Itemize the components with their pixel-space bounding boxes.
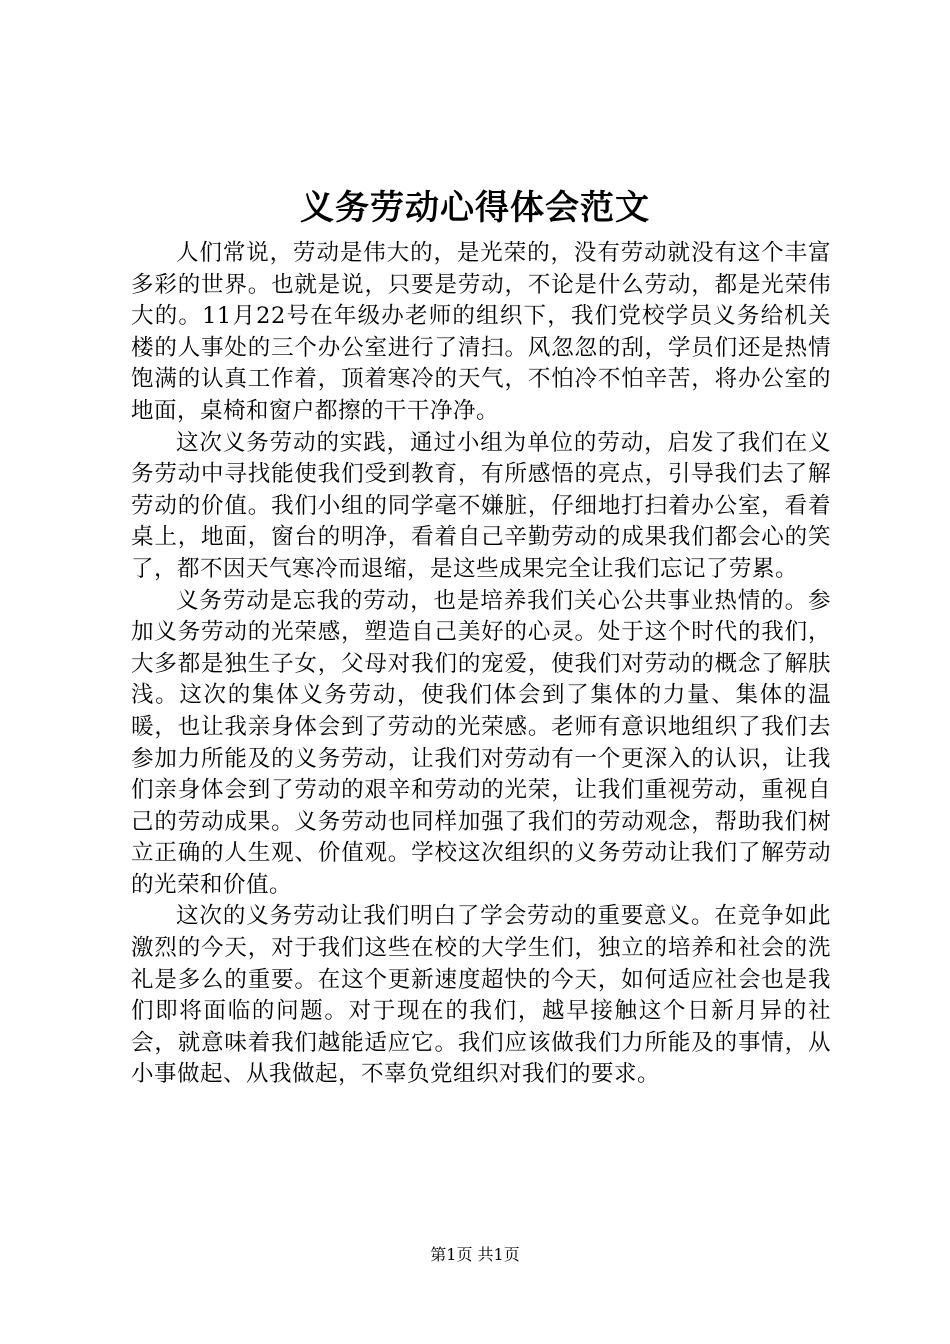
- page-footer: 第1页 共1页: [430, 1245, 520, 1264]
- document-body: [131, 238, 831, 1091]
- document-title: 义务劳动心得体会范文: [300, 188, 650, 228]
- paragraph: 这次义务劳动的实践，通过小组为单位的劳动，启发了我们在义务劳动中寻找能使我们受到教育，有所感悟的亮点，引导我们去了解劳动的价值。我们小组的同学毫不嫌脏，仔细地打扫着办公室，看着桌上，地面，窗台的明净，看着自己辛勤劳动的成果我们都会心的笑了，都不因天气寒冷而退缩，是这些成果完全让我们忘记了劳累。: [131, 429, 831, 582]
- paragraph: 这次的义务劳动让我们明白了学会劳动的重要意义。在竞争如此激烈的今天，对于我们这些在校的大学生们，独立的培养和社会的洗礼是多么的重要。在这个更新速度超快的今天，如何适应社会也是我们即将面临的问题。对于现在的我们，越早接触这个日新月异的社会，就意味着我们越能适应它。我们应该做我们力所能及的事情，从小事做起、从我做起，不辜负党组织对我们的要求。: [131, 903, 831, 1088]
- paragraph: 人们常说，劳动是伟大的，是光荣的，没有劳动就没有这个丰富多彩的世界。也就是说，只要是劳动，不论是什么劳动，都是光荣伟大的。11月22号在年级办老师的组织下，我们党校学员义务给机关楼的人事处的三个办公室进行了清扫。风忽忽的刮，学员们还是热情饱满的认真工作着，顶着寒冷的天气，不怕冷不怕辛苦，将办公室的地面，桌椅和窗户都擦的干干净净。: [131, 240, 831, 424]
- paragraph: 义务劳动是忘我的劳动，也是培养我们关心公共事业热情的。参加义务劳动的光荣感，塑造自己美好的心灵。处于这个时代的我们，大多都是独生子女，父母对我们的宠爱，使我们对劳动的概念了解肤浅。这次的集体义务劳动，使我们体会到了集体的力量、集体的温暖，也让我亲身体会到了劳动的光荣感。老师有意识地组织了我们去参加力所能及的义务劳动，让我们对劳动有一个更深入的认识，让我们亲身体会到了劳动的艰辛和劳动的光荣，让我们重视劳动，重视自己的劳动成果。义务劳动也同样加强了我们的劳动观念，帮助我们树立正确的人生观、价值观。学校这次组织的义务劳动让我们了解劳动的光荣和价值。: [131, 587, 831, 898]
